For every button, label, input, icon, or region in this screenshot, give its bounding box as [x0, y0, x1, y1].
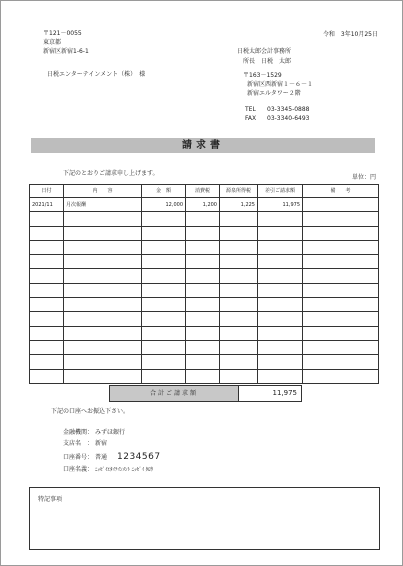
- cell-remarks: [303, 240, 379, 254]
- sender-fax-label: FAX: [245, 115, 257, 122]
- cell-net-amount: [258, 255, 303, 269]
- remarks-box: [29, 487, 380, 550]
- cell-tax: [186, 226, 220, 240]
- cell-tax: [186, 340, 220, 354]
- total-box: [109, 385, 302, 402]
- cell-amount: [142, 326, 186, 340]
- table-row: [30, 369, 379, 383]
- header-amount: 金 額: [142, 185, 186, 198]
- cell-date: [30, 312, 64, 326]
- cell-tax: [186, 326, 220, 340]
- cell-remarks: [303, 198, 379, 212]
- bank-holder-label: 口座名義：: [63, 466, 94, 473]
- cell-tax: [186, 269, 220, 283]
- cell-amount: [142, 269, 186, 283]
- cell-date: [30, 226, 64, 240]
- intro-text: 下記のとおりご請求申し上げます。: [63, 170, 159, 177]
- cell-net-amount: [258, 269, 303, 283]
- sender-address1: 新宿区西新宿１－６－１: [247, 81, 314, 88]
- header-remarks: 備 考: [303, 185, 379, 198]
- total-label: 合計ご請求額: [110, 386, 239, 401]
- cell-withholding: [220, 369, 258, 383]
- remarks-label: 特記事項: [38, 496, 63, 503]
- cell-tax: 1,200: [186, 198, 220, 212]
- cell-net-amount: [258, 312, 303, 326]
- bank-account-type: 普通: [95, 454, 108, 461]
- table-row: [30, 355, 379, 369]
- cell-amount: [142, 298, 186, 312]
- transfer-note: 下記の口座へお振込下さい。: [51, 408, 130, 415]
- cell-remarks: [303, 312, 379, 326]
- table-row: [30, 255, 379, 269]
- table-row: [30, 312, 379, 326]
- cell-tax: [186, 212, 220, 226]
- cell-net-amount: [258, 226, 303, 240]
- sender-postal: 〒163－1529: [243, 72, 282, 79]
- cell-remarks: [303, 255, 379, 269]
- document-title: 請求書: [182, 140, 224, 151]
- header-tax: 消費税: [186, 185, 220, 198]
- cell-date: [30, 326, 64, 340]
- cell-date: [30, 355, 64, 369]
- cell-withholding: [220, 212, 258, 226]
- cell-content: [64, 312, 142, 326]
- table-row: [30, 298, 379, 312]
- recipient-prefecture: 東京都: [43, 39, 62, 46]
- invoice-date: 令和 3年10月25日: [322, 31, 378, 38]
- cell-net-amount: [258, 212, 303, 226]
- cell-withholding: [220, 355, 258, 369]
- cell-withholding: 1,225: [220, 198, 258, 212]
- cell-net-amount: [258, 326, 303, 340]
- cell-withholding: [220, 255, 258, 269]
- cell-remarks: [303, 283, 379, 297]
- items-table: [29, 184, 379, 384]
- cell-content: [64, 369, 142, 383]
- cell-withholding: [220, 269, 258, 283]
- cell-remarks: [303, 269, 379, 283]
- cell-remarks: [303, 326, 379, 340]
- title-bar: [31, 138, 375, 153]
- table-row: [30, 212, 379, 226]
- cell-net-amount: [258, 369, 303, 383]
- cell-date: [30, 269, 64, 283]
- cell-tax: [186, 312, 220, 326]
- cell-date: [30, 283, 64, 297]
- cell-content: 月次報酬: [64, 198, 142, 212]
- cell-date: [30, 212, 64, 226]
- sender-address2: 新宿エルタワー２階: [247, 90, 301, 97]
- cell-tax: [186, 355, 220, 369]
- total-value: 11,975: [272, 389, 297, 397]
- sender-fax: 03-3340-6493: [267, 115, 310, 122]
- cell-date: [30, 240, 64, 254]
- table-row: [30, 240, 379, 254]
- bank-holder: ﾆｯｾﾞｲｴﾀｲﾃｲﾝﾒﾝﾄ ﾆｯｾﾞｲ ﾀﾛｳ: [95, 467, 154, 473]
- table-row: [30, 340, 379, 354]
- cell-remarks: [303, 369, 379, 383]
- cell-amount: [142, 312, 186, 326]
- cell-amount: [142, 226, 186, 240]
- cell-net-amount: 11,975: [258, 198, 303, 212]
- sender-tel-label: TEL: [245, 106, 256, 113]
- cell-amount: [142, 212, 186, 226]
- sender-title-name: 所長 日税 太郎: [243, 58, 292, 65]
- table-row: [30, 326, 379, 340]
- cell-tax: [186, 283, 220, 297]
- cell-date: [30, 298, 64, 312]
- table-row: [30, 198, 379, 212]
- cell-amount: [142, 340, 186, 354]
- cell-date: [30, 340, 64, 354]
- cell-tax: [186, 255, 220, 269]
- cell-amount: [142, 240, 186, 254]
- cell-withholding: [220, 240, 258, 254]
- cell-net-amount: [258, 355, 303, 369]
- cell-content: [64, 255, 142, 269]
- cell-content: [64, 355, 142, 369]
- recipient-postal: 〒121－0055: [43, 30, 82, 37]
- cell-net-amount: [258, 283, 303, 297]
- cell-content: [64, 212, 142, 226]
- bank-account-label: 口座番号：: [63, 454, 94, 461]
- cell-remarks: [303, 226, 379, 240]
- cell-tax: [186, 298, 220, 312]
- cell-amount: [142, 369, 186, 383]
- cell-remarks: [303, 212, 379, 226]
- bank-institution-label: 金融機関：: [63, 429, 94, 436]
- header-date: 日付: [30, 185, 64, 198]
- cell-content: [64, 298, 142, 312]
- cell-content: [64, 340, 142, 354]
- cell-withholding: [220, 298, 258, 312]
- table-body: [30, 198, 379, 384]
- cell-date: 2021/11: [30, 198, 64, 212]
- cell-remarks: [303, 298, 379, 312]
- cell-remarks: [303, 340, 379, 354]
- cell-tax: [186, 369, 220, 383]
- cell-content: [64, 240, 142, 254]
- cell-amount: [142, 355, 186, 369]
- cell-amount: 12,000: [142, 198, 186, 212]
- cell-amount: [142, 255, 186, 269]
- table-header-row: [30, 185, 379, 198]
- cell-content: [64, 269, 142, 283]
- unit-label: 単位：円: [351, 174, 376, 181]
- sender-office: 日税太郎会計事務所: [237, 48, 292, 55]
- bank-institution: みずほ銀行: [95, 429, 126, 436]
- cell-withholding: [220, 226, 258, 240]
- cell-content: [64, 326, 142, 340]
- bank-account-number: 1234567: [117, 452, 161, 462]
- cell-content: [64, 283, 142, 297]
- bank-branch: 新宿: [95, 440, 108, 447]
- cell-withholding: [220, 283, 258, 297]
- cell-net-amount: [258, 298, 303, 312]
- table-row: [30, 269, 379, 283]
- recipient-name: 日税エンターテインメント（株） 様: [47, 71, 146, 78]
- table-row: [30, 226, 379, 240]
- table-row: [30, 283, 379, 297]
- header-content: 内 容: [64, 185, 142, 198]
- header-net-amount: 差引ご請求額: [258, 185, 303, 198]
- header-withholding: 源泉所得税: [220, 185, 258, 198]
- cell-net-amount: [258, 240, 303, 254]
- cell-amount: [142, 283, 186, 297]
- cell-withholding: [220, 326, 258, 340]
- sender-tel: 03-3345-0888: [267, 106, 310, 113]
- cell-date: [30, 369, 64, 383]
- cell-tax: [186, 240, 220, 254]
- recipient-address: 新宿区新宿1-6-1: [43, 48, 89, 55]
- cell-net-amount: [258, 340, 303, 354]
- bank-branch-label: 支店名 ：: [63, 440, 94, 447]
- cell-content: [64, 226, 142, 240]
- cell-date: [30, 255, 64, 269]
- cell-withholding: [220, 340, 258, 354]
- cell-withholding: [220, 312, 258, 326]
- cell-remarks: [303, 355, 379, 369]
